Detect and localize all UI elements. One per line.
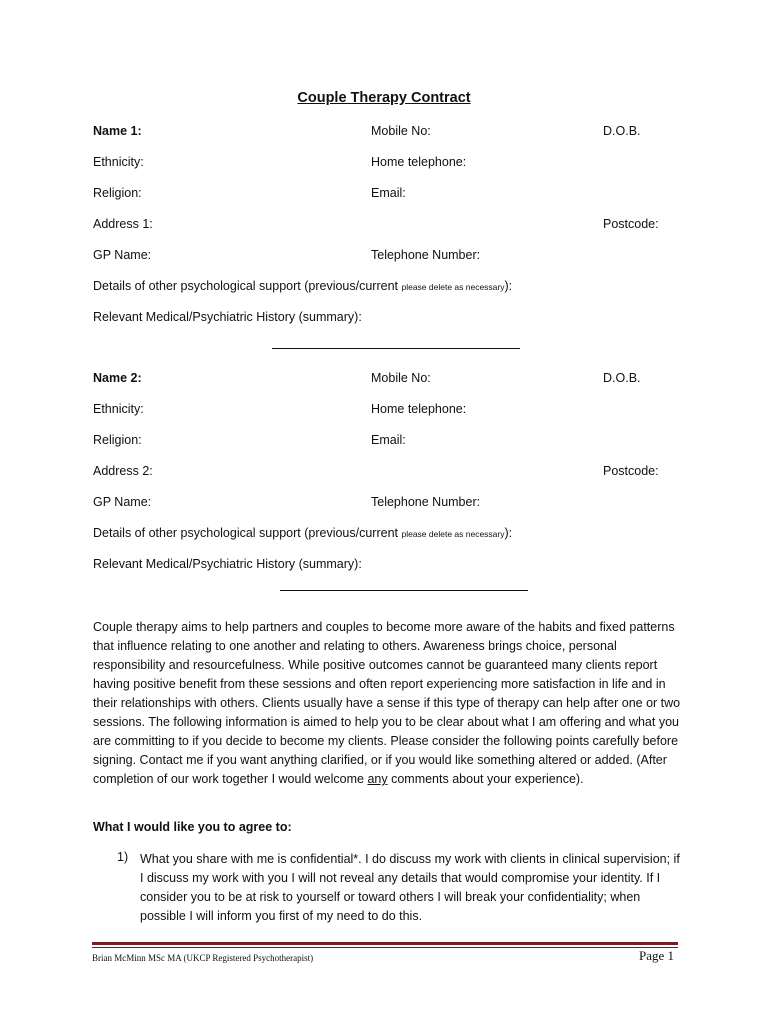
ethnicity2-label: Ethnicity:	[93, 402, 144, 416]
history1-label: Relevant Medical/Psychiatric History (summary):	[93, 310, 362, 324]
postcode1-label: Postcode:	[603, 217, 659, 231]
telephone2-label: Telephone Number:	[371, 495, 481, 509]
ethnicity1-label: Ethnicity:	[93, 155, 144, 169]
footer-author: Brian McMinn MSc MA (UKCP Registered Psychotherapist)	[92, 953, 314, 963]
postcode2-label: Postcode:	[603, 464, 659, 478]
agree-heading: What I would like you to agree to:	[93, 820, 292, 834]
support2-text: Details of other psychological support (previous/current	[93, 526, 402, 540]
list-item-text: What you share with me is confidential*. I do discuss my work with clients in clinical supervision; if I discuss my work with you I will not reveal any details that would compromise your identity. If I consider you to be at risk to yourself or toward others I will break your confidentiality; when possible I will inform you first of my need to do this.	[140, 852, 680, 923]
divider-1	[272, 348, 520, 349]
page-number: Page 1	[638, 948, 674, 963]
divider-2	[280, 590, 528, 591]
support1-label	[93, 279, 512, 293]
home-tel2-label: Home telephone:	[371, 402, 467, 416]
address2-label: Address 2:	[93, 464, 153, 478]
gp2-label: GP Name:	[93, 495, 152, 509]
support2-note: please delete as necessary	[401, 529, 505, 539]
dob1-label: D.O.B.	[603, 124, 641, 138]
intro-paragraph	[93, 618, 683, 789]
list-item-number: 1)	[117, 850, 129, 864]
address1-label: Address 1:	[93, 217, 153, 231]
document-title: Couple Therapy Contract	[297, 90, 471, 106]
intro-underlined-word: any	[367, 772, 388, 786]
religion1-label: Religion:	[93, 186, 142, 200]
mobile1-label: Mobile No:	[371, 124, 431, 138]
history2-label: Relevant Medical/Psychiatric History (summary):	[93, 557, 362, 571]
footer-rule-thick	[92, 942, 678, 945]
telephone1-label: Telephone Number:	[371, 248, 481, 262]
gp1-label: GP Name:	[93, 248, 152, 262]
email2-label: Email:	[371, 433, 406, 447]
support2-label	[93, 526, 512, 540]
footer-rule-thin	[92, 947, 678, 948]
support1-end: ):	[504, 279, 513, 293]
intro-text-after: comments about your experience).	[387, 772, 584, 786]
email1-label: Email:	[371, 186, 406, 200]
mobile2-label: Mobile No:	[371, 371, 431, 385]
support1-note: please delete as necessary	[401, 282, 505, 292]
intro-text-before: Couple therapy aims to help partners and couples to become more aware of the habits and fixed patterns that influence relating to one another and relating to others. Awareness brings choice, personal responsibility and resourcefulness. While positive outcomes cannot be guaranteed many clients report having positive benefit from these sessions and often report experiencing more satisfaction in life and in their relationships with others. Clients usually have a sense if this type of therapy can help after one or two sessions. The following information is aimed to help you to be clear about what I am offering and what you are committing to if you decide to become my clients. Please consider the following points carefully before signing. Contact me if you want anything clarified, or if you would like something altered or added. (After completion of our work together I would welcome	[93, 620, 681, 786]
dob2-label: D.O.B.	[603, 371, 641, 385]
name1-label: Name 1:	[93, 124, 142, 138]
support2-end: ):	[504, 526, 513, 540]
support1-text: Details of other psychological support (previous/current	[93, 279, 402, 293]
home-tel1-label: Home telephone:	[371, 155, 467, 169]
religion2-label: Religion:	[93, 433, 142, 447]
name2-label: Name 2:	[93, 371, 142, 385]
